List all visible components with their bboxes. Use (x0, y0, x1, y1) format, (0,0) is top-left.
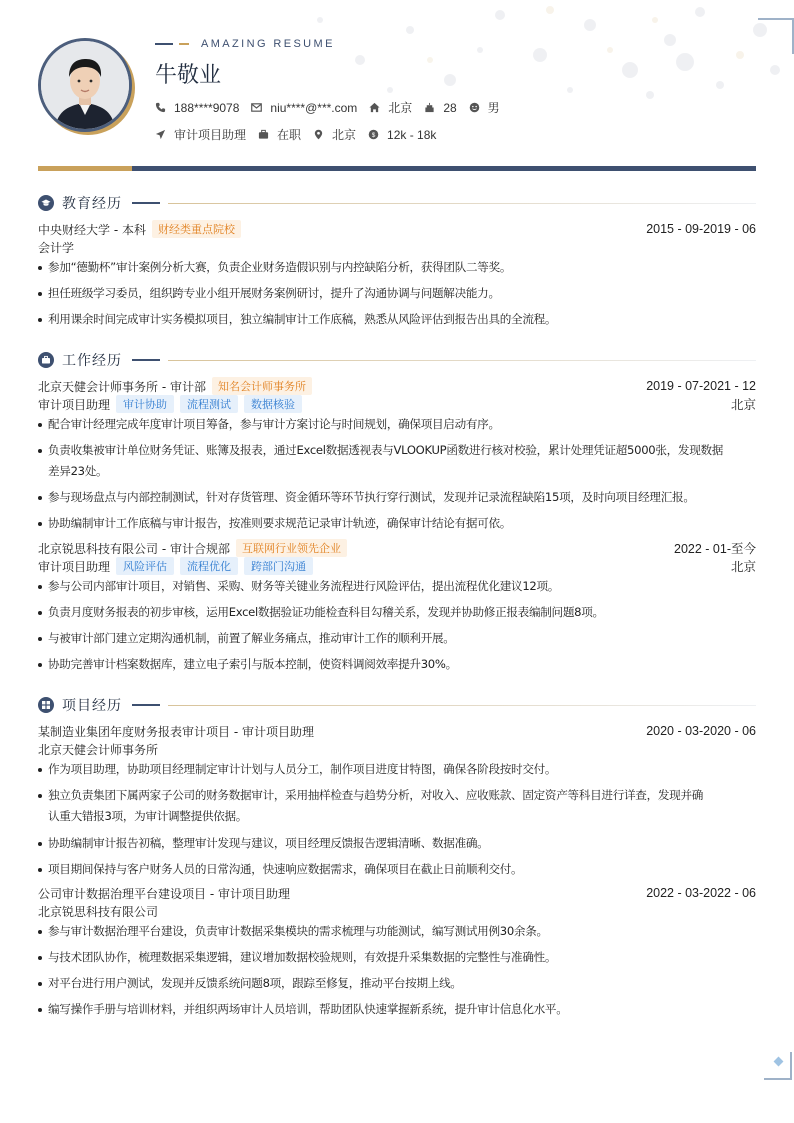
major-text: 会计学 (38, 240, 75, 255)
list-item: 对平台进行用户测试，发现并反馈系统问题8项，跟踪至修复，推动平台按期上线。 (38, 973, 756, 994)
continuation-text: 认重大错报3项，为审计调整提供依据。 (48, 809, 248, 823)
list-item: 负责收集被审计单位财务凭证、账簿及报表，通过Excel数据透视表与VLOOKUP函数进行核对校验，累计处理凭证超5000张，发现数据 (38, 440, 756, 461)
section-title: 工作经历 (62, 353, 122, 369)
project-header (38, 885, 756, 901)
list-item: 作为项目助理，协助项目经理制定审计计划与人员分工，制作项目进度甘特图，确保各阶段按时交付。 (38, 759, 756, 780)
list-item: 配合审计经理完成年度审计项目筹备，参与审计方案讨论与时间规划，确保项目启动有序。 (38, 414, 756, 435)
location-pin-icon (313, 129, 324, 140)
project-period: 2022 - 03-2022 - 06 (646, 886, 756, 900)
email-text: niu****@***.com (270, 100, 358, 115)
project-org-row (38, 741, 756, 757)
age-text: 28 (443, 100, 457, 115)
grid-icon (38, 697, 54, 713)
list-item: 协助编制审计报告初稿，整理审计发现与建议，项目经理反馈报告逻辑清晰、数据准确。 (38, 833, 756, 854)
mail-icon (251, 102, 262, 113)
company-name: 北京天健会计师事务所 - 审计部 (38, 379, 206, 394)
section-rule-short (132, 202, 160, 204)
age-item (424, 101, 456, 115)
education-period: 2015 - 09-2019 - 06 (646, 222, 756, 236)
list-item: 参与公司内部审计项目，对销售、采购、财务等关键业务流程进行风险评估，提出流程优化建议12项。 (38, 576, 756, 597)
avatar (38, 38, 132, 132)
briefcase-icon (258, 129, 269, 140)
phone-item (155, 101, 239, 115)
phone-icon (155, 102, 166, 113)
tagline-bar-gold (179, 43, 189, 45)
list-item: 协助编制审计工作底稿与审计报告，按准则要求规范记录审计轨迹，确保审计结论有据可依。 (38, 513, 756, 534)
job-header (38, 378, 756, 394)
section-rule-short (132, 704, 160, 706)
contact-info-row (155, 99, 512, 116)
project-org-row (38, 903, 756, 919)
list-item: 独立负责集团下属两家子公司的财务数据审计，采用抽样检查与趋势分析，对收入、应收账款、固定资产等科目进行详查，发现并确 (38, 785, 756, 806)
candidate-name: 牛敬业 (155, 63, 222, 88)
list-item: 项目期间保持与客户财务人员的日常沟通，快速响应数据需求，确保项目在截止日前顺利交付。 (38, 859, 756, 880)
job-header (38, 540, 756, 556)
salary-item (368, 128, 436, 142)
money-icon (368, 129, 379, 140)
job-role-row (38, 396, 756, 412)
tagline-text: AMAZING RESUME (201, 38, 335, 50)
list-item: 参加“德勤杯”审计案例分析大赛，负责企业财务造假识别与内控缺陷分析，获得团队二等奖。 (38, 257, 756, 278)
skill-tag: 数据核验 (244, 395, 302, 413)
job-role-row (38, 558, 756, 574)
job-city: 北京 (730, 560, 756, 574)
position-item (155, 126, 246, 143)
section-rule-short (132, 359, 160, 361)
city-text: 北京 (388, 101, 413, 115)
list-item: 参与审计数据治理平台建设，负责审计数据采集模块的需求梳理与功能测试，编写测试用例30余条。 (38, 921, 756, 942)
background-dot-pattern (300, 0, 794, 110)
section-rule-long (168, 705, 756, 706)
education-major-row (38, 239, 756, 255)
svg-text:$: $ (371, 131, 376, 139)
list-item: 与被审计部门建立定期沟通机制，前置了解业务痛点，推动审计工作的顺利开展。 (38, 628, 756, 649)
skill-tag: 流程优化 (180, 557, 238, 575)
tagline (155, 38, 335, 50)
home-icon (369, 102, 380, 113)
gender-text: 男 (487, 101, 500, 115)
phone-text: 188****9078 (174, 100, 240, 115)
position-text: 审计项目助理 (174, 128, 247, 142)
list-item: 协助完善审计档案数据库，建立电子索引与版本控制，使资料调阅效率提升30%。 (38, 654, 756, 675)
job-period: 2022 - 01-至今 (674, 542, 756, 556)
school-badge: 财经类重点院校 (152, 220, 241, 238)
company-name: 北京锐思科技有限公司 - 审计合规部 (38, 541, 230, 556)
smiley-icon (469, 102, 480, 113)
section-header-work (38, 350, 756, 370)
section-rule-long (168, 360, 756, 361)
salary-text: 12k - 18k (387, 127, 437, 142)
job-intent-row (155, 126, 448, 143)
target-city-item (313, 126, 356, 143)
list-item-continuation (38, 806, 756, 827)
job-period: 2019 - 07-2021 - 12 (646, 379, 756, 393)
list-item: 担任班级学习委员，组织跨专业小组开展财务案例研讨，提升了沟通协调与问题解决能力。 (38, 283, 756, 304)
project-org: 北京锐思科技有限公司 (38, 904, 159, 919)
status-item (258, 126, 301, 143)
skill-tag: 流程测试 (180, 395, 238, 413)
corner-ornament-top-right (758, 18, 794, 54)
header-divider (38, 166, 756, 171)
list-item: 利用课余时间完成审计实务模拟项目，独立编制审计工作底稿，熟悉从风险评估到报告出具的全流程。 (38, 309, 756, 330)
list-item: 编写操作手册与培训材料，并组织两场审计人员培训，帮助团队快速掌握新系统，提升审计信息化水平。 (38, 999, 756, 1020)
project-name: 某制造业集团年度财务报表审计项目 - 审计项目助理 (38, 724, 314, 739)
section-header-education (38, 193, 756, 213)
section-title: 项目经历 (62, 698, 122, 714)
divider-navy-segment (132, 166, 756, 171)
divider-gold-segment (38, 166, 132, 171)
skill-tag: 跨部门沟通 (244, 557, 313, 575)
section-header-projects (38, 695, 756, 715)
list-item: 参与现场盘点与内部控制测试，针对存货管理、资金循环等环节执行穿行测试，发现并记录流程缺陷15项，及时向项目经理汇报。 (38, 487, 756, 508)
list-item-continuation (38, 461, 756, 482)
city-item (369, 99, 412, 116)
gender-item (469, 99, 500, 116)
skill-tag: 审计协助 (116, 395, 174, 413)
avatar-portrait-icon (41, 41, 129, 129)
school-name: 中央财经大学 - 本科 (38, 222, 146, 237)
project-period: 2020 - 03-2020 - 06 (646, 724, 756, 738)
cake-icon (424, 102, 435, 113)
tagline-bar-navy (155, 43, 173, 45)
project-header (38, 723, 756, 739)
status-text: 在职 (277, 128, 302, 142)
job-role: 审计项目助理 (38, 559, 111, 574)
email-item (251, 101, 357, 115)
list-item: 负责月度财务报表的初步审核，运用Excel数据验证功能检查科目勾稽关系，发现并协助修正报表编制问题8项。 (38, 602, 756, 623)
section-title: 教育经历 (62, 196, 122, 212)
send-icon (155, 129, 166, 140)
graduation-cap-icon (38, 195, 54, 211)
project-name: 公司审计数据治理平台建设项目 - 审计项目助理 (38, 886, 290, 901)
list-item: 与技术团队协作，梳理数据采集逻辑，建议增加数据校验规则，有效提升采集数据的完整性与准确性。 (38, 947, 756, 968)
job-role: 审计项目助理 (38, 397, 111, 412)
job-city: 北京 (730, 398, 756, 412)
continuation-text: 差异23处。 (48, 464, 108, 478)
briefcase-icon (38, 352, 54, 368)
company-badge: 知名会计师事务所 (212, 377, 312, 395)
company-badge: 互联网行业领先企业 (236, 539, 347, 557)
project-org: 北京天健会计师事务所 (38, 742, 159, 757)
target-city-text: 北京 (332, 128, 357, 142)
section-rule-long (168, 203, 756, 204)
skill-tag: 风险评估 (116, 557, 174, 575)
education-entry-header (38, 221, 756, 237)
